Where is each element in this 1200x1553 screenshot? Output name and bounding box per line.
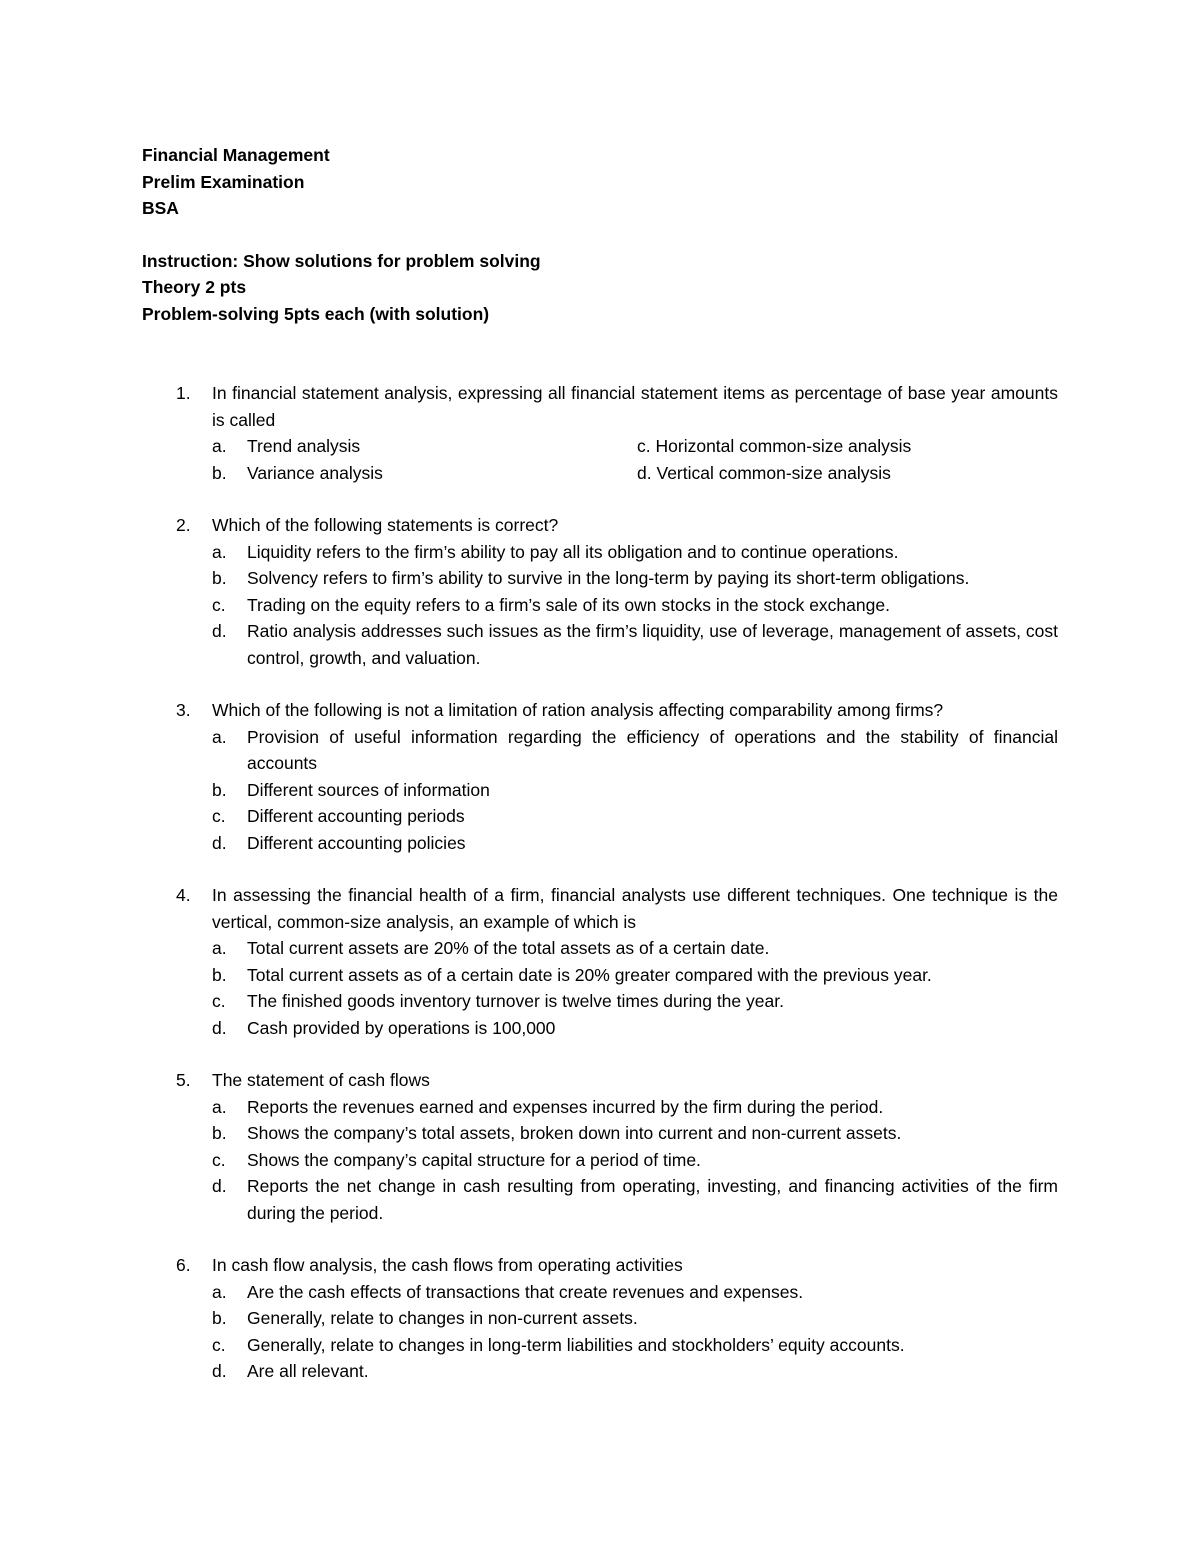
option-letter: a. (212, 1281, 227, 1302)
question-6 (142, 1252, 1058, 1385)
option-letter: c. (212, 594, 226, 615)
option-text: Trading on the equity refers to a firm’s sale of its own stocks in the stock exchange. (247, 594, 890, 615)
option-text: Cash provided by operations is 100,000 (247, 1017, 556, 1038)
option-a (212, 1279, 1058, 1306)
option-text: Liquidity refers to the firm’s ability to pay all its obligation and to continue operations. (247, 541, 899, 562)
question-number: 3. (176, 700, 191, 720)
option-d (212, 830, 1058, 857)
option-letter: d. (212, 832, 227, 853)
question-1 (142, 380, 1058, 486)
option-a (212, 433, 637, 460)
option-d (212, 618, 1058, 671)
option-c (637, 433, 1058, 460)
option-text: Are the cash effects of transactions that create revenues and expenses. (247, 1281, 804, 1302)
instruction-line: Instruction: Show solutions for problem solving (142, 250, 541, 271)
option-text: The finished goods inventory turnover is twelve times during the year. (247, 991, 784, 1011)
theory-points: Theory 2 pts (142, 277, 247, 297)
option-b (212, 460, 637, 487)
option-d (212, 1173, 1058, 1226)
question-text: In assessing the financial health of a firm, financial analysts use different techniques. One technique is the vertical, common-size analysis, an example of which is (212, 885, 1058, 932)
option-c (212, 592, 1058, 619)
option-c (212, 1147, 1058, 1174)
option-letter: b. (212, 1308, 227, 1328)
option-letter: d. (212, 1017, 227, 1038)
option-a (212, 539, 1058, 566)
option-b (212, 1305, 1058, 1332)
option-d (637, 460, 1058, 487)
option-b (212, 1120, 1058, 1147)
option-text: Vertical common-size analysis (656, 462, 891, 483)
option-text: Trend analysis (247, 436, 361, 456)
option-letter: a. (212, 541, 227, 562)
option-letter: a. (212, 1096, 227, 1117)
option-letter: c. (212, 1149, 226, 1170)
option-letter: b. (212, 462, 227, 483)
option-letter: b. (212, 568, 227, 588)
option-text: Generally, relate to changes in non-current assets. (247, 1308, 638, 1328)
program-label: BSA (142, 198, 179, 218)
option-text: Reports the revenues earned and expenses incurred by the firm during the period. (247, 1096, 884, 1117)
option-text: Ratio analysis addresses such issues as the firm’s liquidity, use of leverage, management of assets, cost control, growth, and valuation. (247, 621, 1058, 668)
option-text: Provision of useful information regarding the efficiency of operations and the stability of financial accounts (247, 726, 1058, 773)
question-number: 4. (176, 885, 191, 905)
question-text: The statement of cash flows (212, 1070, 430, 1090)
option-letter: b. (212, 1123, 227, 1143)
option-text: Total current assets as of a certain date is 20% greater compared with the previous year. (247, 964, 932, 985)
question-2 (142, 512, 1058, 671)
option-text: Different accounting periods (247, 806, 465, 826)
option-c (212, 988, 1058, 1015)
option-text: Solvency refers to firm’s ability to survive in the long-term by paying its short-term obligations. (247, 568, 970, 588)
exam-header (142, 142, 541, 327)
problem-points: Problem-solving 5pts each (with solution) (142, 303, 490, 324)
option-letter: c. (212, 991, 226, 1011)
option-text: Shows the company’s capital structure for a period of time. (247, 1149, 701, 1170)
option-c (212, 803, 1058, 830)
option-text: Variance analysis (247, 462, 383, 483)
option-text: Different sources of information (247, 779, 490, 800)
option-d (212, 1358, 1058, 1385)
option-text: Generally, relate to changes in long-term liabilities and stockholders’ equity accounts. (247, 1334, 905, 1355)
option-text: Reports the net change in cash resulting from operating, investing, and financing activities of the firm during the period. (247, 1176, 1058, 1223)
exam-title: Prelim Examination (142, 171, 305, 192)
question-number: 5. (176, 1070, 191, 1090)
option-text: Horizontal common-size analysis (655, 436, 912, 456)
option-a (212, 935, 1058, 962)
option-a (212, 1094, 1058, 1121)
option-letter: d. (212, 621, 227, 641)
question-text: Which of the following statements is correct? (212, 515, 559, 535)
option-text: Are all relevant. (247, 1361, 369, 1381)
question-4 (142, 882, 1058, 1041)
option-c (212, 1332, 1058, 1359)
option-letter: a. (212, 938, 227, 958)
option-b (212, 565, 1058, 592)
option-letter: c. (212, 806, 226, 826)
question-5 (142, 1067, 1058, 1226)
option-letter: a. (212, 726, 227, 747)
option-a (212, 724, 1058, 777)
option-letter: d. (637, 462, 652, 483)
option-letter: d. (212, 1176, 227, 1196)
option-letter: c. (637, 436, 651, 456)
question-number: 6. (176, 1255, 191, 1275)
option-text: Different accounting policies (247, 832, 466, 853)
course-title: Financial Management (142, 145, 330, 165)
option-text: Total current assets are 20% of the total assets as of a certain date. (247, 938, 770, 958)
option-letter: b. (212, 964, 227, 985)
option-text: Shows the company’s total assets, broken down into current and non-current assets. (247, 1123, 902, 1143)
question-text: In cash flow analysis, the cash flows from operating activities (212, 1255, 683, 1275)
option-b (212, 962, 1058, 989)
question-number: 1. (176, 383, 191, 403)
option-letter: b. (212, 779, 227, 800)
question-3 (142, 697, 1058, 856)
option-letter: d. (212, 1361, 227, 1381)
option-grid (212, 433, 1058, 486)
option-d (212, 1015, 1058, 1042)
option-letter: c. (212, 1334, 226, 1355)
option-letter: a. (212, 436, 227, 456)
question-text: Which of the following is not a limitation of ration analysis affecting comparability among firms? (212, 700, 944, 720)
question-number: 2. (176, 515, 191, 535)
question-text: In financial statement analysis, expressing all financial statement items as percentage of base year amounts is called (212, 383, 1058, 430)
question-list (142, 380, 1058, 1411)
option-b (212, 777, 1058, 804)
